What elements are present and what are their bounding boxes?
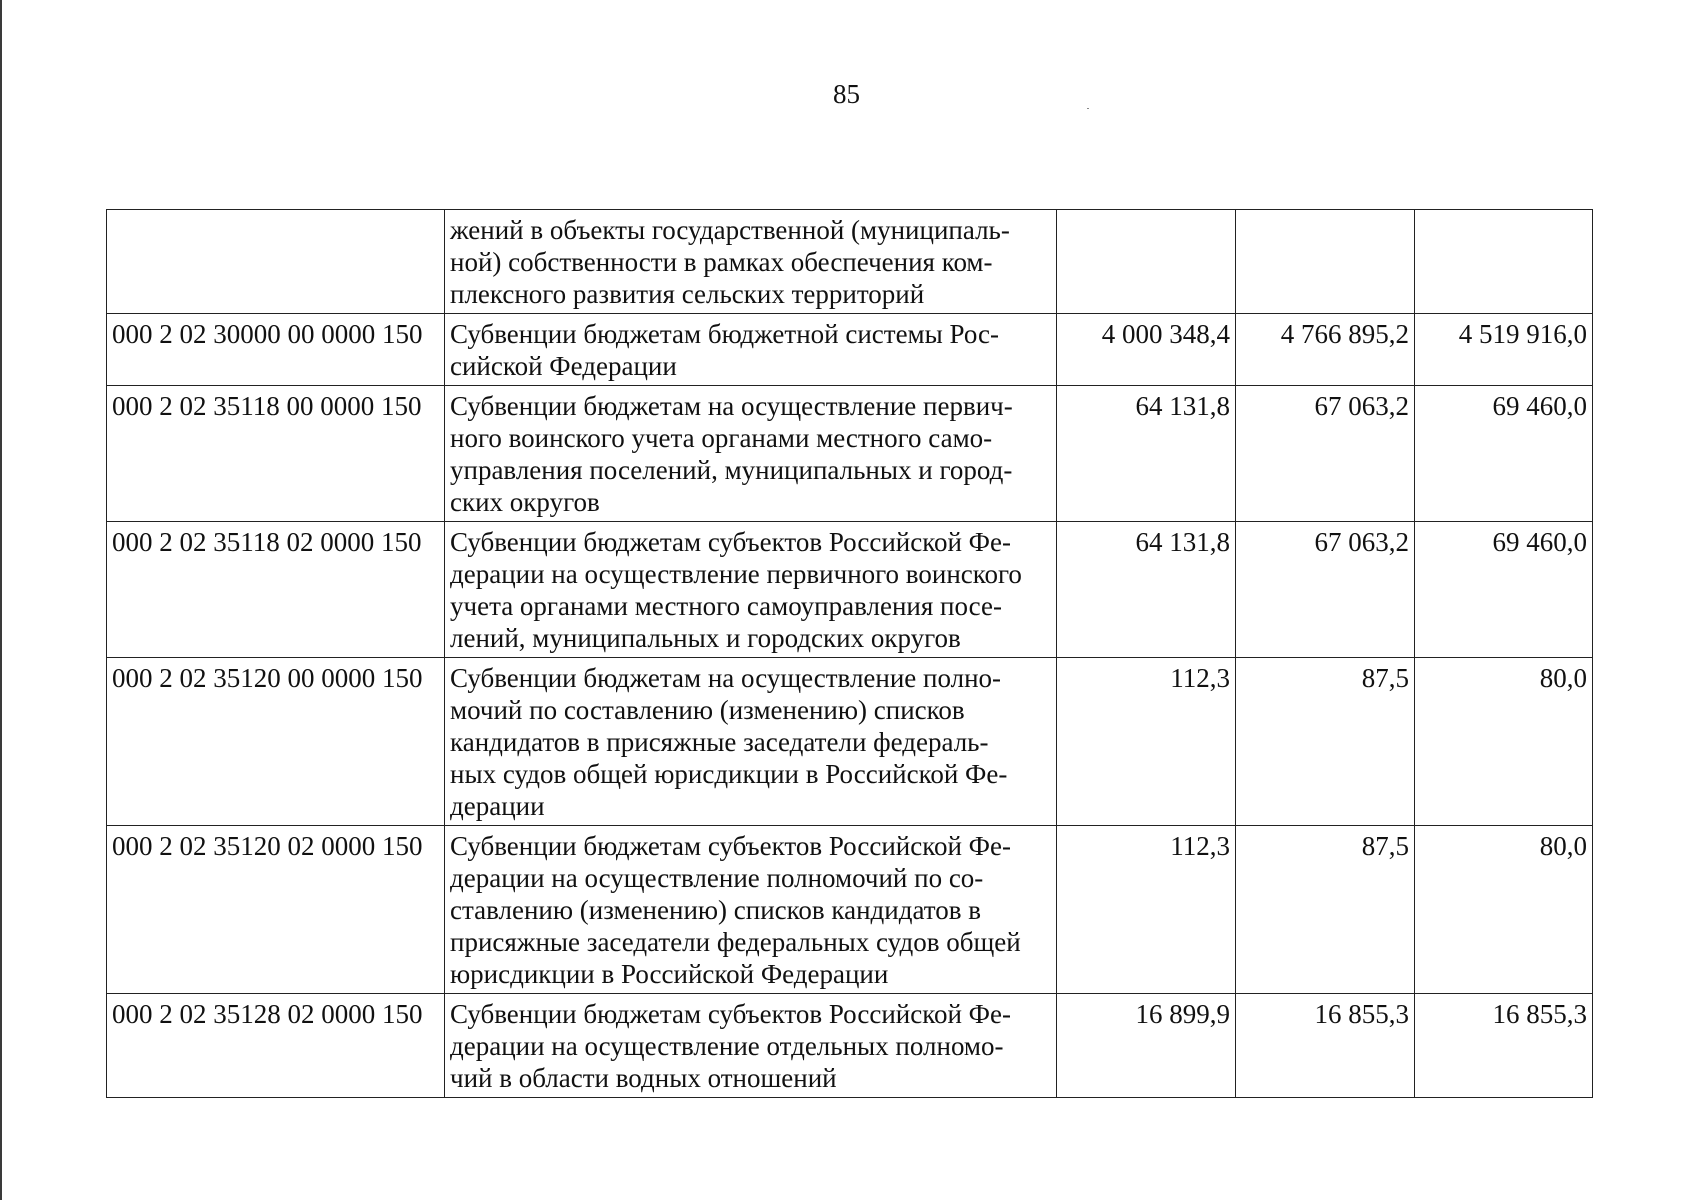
amount-year-3: 69 460,0 [1415, 522, 1593, 658]
table-row [107, 522, 1593, 658]
table-row [107, 658, 1593, 826]
table-row [107, 210, 1593, 314]
amount-year-2: 16 855,3 [1236, 994, 1415, 1098]
amount-year-3: 80,0 [1415, 826, 1593, 994]
budget-code: 000 2 02 35118 00 0000 150 [107, 386, 445, 522]
amount-year-2 [1236, 210, 1415, 314]
amount-year-1 [1057, 210, 1236, 314]
table-row [107, 314, 1593, 386]
amount-year-3: 4 519 916,0 [1415, 314, 1593, 386]
amount-year-2: 4 766 895,2 [1236, 314, 1415, 386]
revenue-name: жений в объекты государственной (муниципаль- ной) собственности в рамках обеспечения ком- плексного развития сельских территорий [445, 210, 1057, 314]
amount-year-1: 4 000 348,4 [1057, 314, 1236, 386]
revenue-name: Субвенции бюджетам субъектов Российской Фе- дерации на осуществление первичного воинского учета органами местного самоуправления посе- лений, муниципальных и городских округов [445, 522, 1057, 658]
revenue-name: Субвенции бюджетам на осуществление полно- мочий по составлению (изменению) списков кандидатов в присяжные заседатели федераль- ных судов общей юрисдикции в Российской Фе- дерации [445, 658, 1057, 826]
amount-year-1: 64 131,8 [1057, 522, 1236, 658]
amount-year-3: 69 460,0 [1415, 386, 1593, 522]
scan-edge [0, 0, 2, 1200]
amount-year-2: 67 063,2 [1236, 386, 1415, 522]
amount-year-1: 16 899,9 [1057, 994, 1236, 1098]
budget-code [107, 210, 445, 314]
amount-year-2: 87,5 [1236, 826, 1415, 994]
amount-year-1: 64 131,8 [1057, 386, 1236, 522]
budget-code: 000 2 02 35120 02 0000 150 [107, 826, 445, 994]
amount-year-1: 112,3 [1057, 826, 1236, 994]
budget-code: 000 2 02 35128 02 0000 150 [107, 994, 445, 1098]
budget-code: 000 2 02 30000 00 0000 150 [107, 314, 445, 386]
amount-year-2: 67 063,2 [1236, 522, 1415, 658]
amount-year-3: 16 855,3 [1415, 994, 1593, 1098]
table-row [107, 386, 1593, 522]
page-number: 85 [833, 79, 860, 109]
budget-code: 000 2 02 35118 02 0000 150 [107, 522, 445, 658]
amount-year-3: 80,0 [1415, 658, 1593, 826]
amount-year-3 [1415, 210, 1593, 314]
revenue-name: Субвенции бюджетам бюджетной системы Рос- сийской Федерации [445, 314, 1057, 386]
table-row [107, 994, 1593, 1098]
amount-year-1: 112,3 [1057, 658, 1236, 826]
budget-code: 000 2 02 35120 00 0000 150 [107, 658, 445, 826]
budget-table [106, 209, 1593, 1098]
revenue-name: Субвенции бюджетам субъектов Российской Фе- дерации на осуществление полномочий по со- ставлению (изменению) списков кандидатов в присяжные заседатели федеральных судов общей юрисдикции в Российской Федерации [445, 826, 1057, 994]
amount-year-2: 87,5 [1236, 658, 1415, 826]
scan-speck [1087, 108, 1089, 109]
revenue-name: Субвенции бюджетам на осуществление первич- ного воинского учета органами местного само- управления поселений, муниципальных и город- ских округов [445, 386, 1057, 522]
revenue-name: Субвенции бюджетам субъектов Российской Фе- дерации на осуществление отдельных полномо- чий в области водных отношений [445, 994, 1057, 1098]
table-row [107, 826, 1593, 994]
